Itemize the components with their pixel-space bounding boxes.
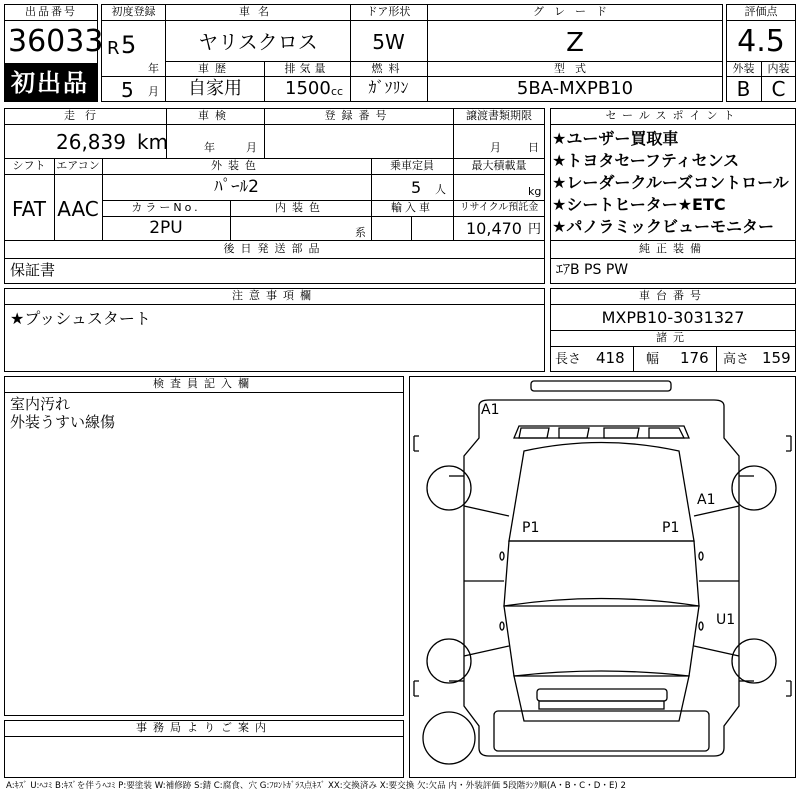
mileage: 26,839 [56,130,126,154]
damage-mark-u1: U1 [716,612,736,628]
mileage-label: 走行 [64,109,106,122]
capacity: 5 [411,178,422,197]
displacement-unit: cc [331,85,344,98]
color-no: 2PU [149,218,183,238]
first-listing-badge [4,64,98,102]
equip-label: 純正装備 [639,242,707,255]
grade: Z [566,28,584,58]
reg-no-label: 登録番号 [324,109,393,122]
inspector-line-1: 室内汚れ [10,395,71,413]
load-unit: kg [528,185,542,198]
inspection-label: 車検 [198,109,232,122]
insp-month-unit: 月 [246,141,257,154]
sales-point-3: ★レーダークルーズコントロール [552,173,789,192]
insp-year-unit: 年 [204,141,215,154]
transfer-month-unit: 月 [490,141,501,154]
grade-label: グレード [533,5,617,18]
shift: FAT [11,197,46,221]
office-label: 事務局よりご案内 [136,721,272,734]
displacement-label: 排気量 [284,62,330,75]
history: 自家用 [188,78,242,99]
model-label: 型式 [554,62,596,75]
ext-color: ﾊﾟｰﾙ2 [214,177,259,197]
ac-label: エアコン [56,159,100,172]
color-no-label: カラーNo. [131,201,201,214]
mileage-unit: km [137,130,169,154]
chassis-label: 車台番号 [639,289,707,302]
era: R [107,38,120,59]
fuel: ｶﾞｿﾘﾝ [368,78,409,97]
width: 176 [680,349,709,367]
damage-mark-p1-left: P1 [522,520,540,536]
int-color-unit: 系 [355,226,366,239]
history-label: 車歴 [198,62,232,75]
ext-color-label: 外装色 [211,159,262,172]
width-label: 幅 [646,352,660,367]
recycle-unit: 円 [528,222,542,237]
exterior-label: 外装 [732,62,755,75]
interior-grade: C [771,77,786,101]
import-label: 輸入車 [391,201,433,214]
door-label: ドア形状 [366,5,411,18]
score: 4.5 [737,24,785,59]
interior-label: 内装 [767,62,790,75]
spec-label: 諸元 [656,331,690,344]
legend: A:ｷｽﾞ U:ﾍｺﾐ B:ｷｽﾞを伴うﾍｺﾐ P:要塗装 W:補修跡 S:錆 C:腐食、穴 G:ﾌﾛﾝﾄｶﾞﾗｽ点ｷｽﾞ XX:交換済み X:要交換 欠:欠品 内・外装評価 5段階ﾗﾝｸ順(A・B・C・D・E) 2 [6,781,626,791]
transfer-label: 譲渡書類期限 [466,109,532,122]
load-label: 最大積載量 [471,159,527,172]
chassis-number: MXPB10-3031327 [601,308,745,327]
model: 5BA-MXPB10 [516,78,634,99]
car-name-label: 車名 [239,5,277,18]
exterior-grade: B [736,77,751,101]
score-label: 評価点 [744,5,778,18]
sales-point-5: ★パノラミックビューモニター [552,217,775,236]
height: 159 [762,349,791,367]
notes-label: 注意事項欄 [232,289,317,302]
car-name: ヤリスクロス [198,30,318,54]
fuel-label: 燃料 [371,62,406,75]
reg-month: 5 [121,78,134,102]
later-parts-label: 後日発送部品 [223,242,326,255]
lot-number: 36033 [8,24,104,59]
damage-mark-a1-front: A1 [481,402,500,418]
sales-point-2: ★トヨタセーフティセンス [552,151,740,170]
damage-mark-p1-right: P1 [662,520,680,536]
sales-point-4: ★シートヒーター★ETC [552,195,726,214]
reg-year: 5 [121,31,137,59]
reg-month-unit: 月 [148,85,159,98]
lot-number-label: 出品番号 [25,5,77,18]
damage-mark-a1-right: A1 [697,492,716,508]
inspector-label: 検査員記入欄 [153,377,255,390]
displacement: 1500 [285,78,331,99]
ac: AAC [57,197,99,221]
door-type: 5W [372,30,405,54]
height-label: 高さ [723,352,750,367]
transfer-day-unit: 日 [528,141,539,154]
int-color-label: 内装色 [275,201,326,214]
sales-point-1: ★ユーザー買取車 [552,129,679,148]
reg-year-unit: 年 [148,62,159,75]
capacity-label: 乗車定員 [390,159,434,172]
notes-text: ★プッシュスタート [10,309,151,328]
car-diagram [409,376,796,778]
length: 418 [596,349,625,367]
first-reg-label: 初度登録 [111,5,156,18]
equip: ｴｱB PS PW [556,262,629,278]
later-parts: 保証書 [10,261,56,279]
inspector-line-2: 外装うすい線傷 [10,413,116,431]
recycle: 10,470 [466,219,522,238]
first-listing-text: 初出品 [11,69,89,97]
capacity-unit: 人 [435,183,446,196]
recycle-label: リサイクル預託金 [459,202,539,213]
shift-label: シフト [12,159,46,172]
sales-points-label: セールスポイント [605,109,741,122]
length-label: 長さ [555,352,582,367]
